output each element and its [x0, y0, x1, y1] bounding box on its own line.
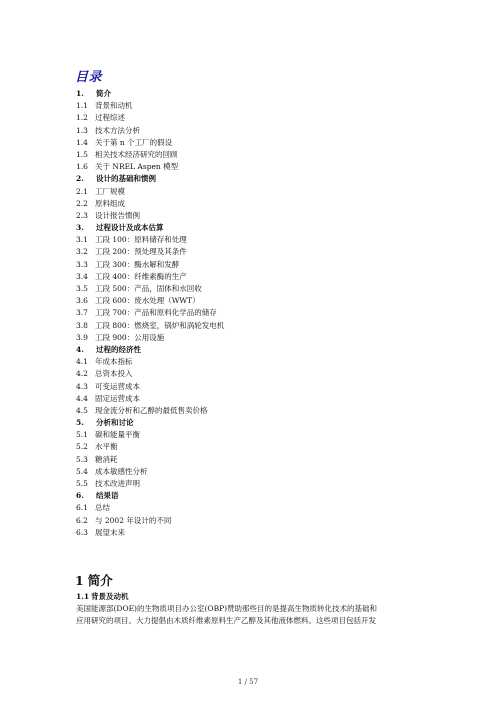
toc-entry-text: 工厂规模 — [95, 186, 125, 196]
toc-entry-number: 4.4 — [76, 393, 88, 403]
toc-entry-text: 工段 600：废水处理（WWT） — [95, 296, 200, 306]
toc-entry-number: 3. — [76, 223, 84, 233]
toc-entry-text: 结果语 — [96, 491, 119, 501]
toc-chapter-entry[interactable] — [76, 88, 436, 100]
toc-entry-number: 4.2 — [76, 369, 88, 379]
toc-subsection-entry[interactable] — [76, 502, 436, 514]
subsection-title: 背景及动机 — [91, 592, 129, 601]
toc-subsection-entry[interactable] — [76, 295, 436, 307]
toc-entry-number: 3.8 — [76, 320, 88, 330]
toc-subsection-entry[interactable] — [76, 149, 436, 161]
toc-entry-text: 工段 700：产品和原料化学品的储存 — [95, 308, 217, 318]
toc-entry-number: 4.3 — [76, 381, 88, 391]
toc-entry-text: 简介 — [96, 89, 111, 98]
toc-entry-text: 过程的经济性 — [96, 344, 141, 354]
toc-entry-number: 3.6 — [76, 296, 88, 306]
toc-entry-text: 年成本指标 — [95, 357, 133, 367]
toc-entry-number: 3.7 — [76, 308, 88, 318]
toc-subsection-entry[interactable] — [76, 332, 436, 344]
toc-entry-text: 总结 — [95, 503, 110, 513]
toc-entry-number: 6.2 — [76, 515, 88, 525]
toc-subsection-entry[interactable] — [76, 234, 436, 246]
toc-subsection-entry[interactable] — [76, 515, 436, 527]
toc-entry-number: 1.3 — [76, 125, 88, 135]
toc-entry-number: 1.1 — [76, 101, 88, 111]
toc-entry-number: 1.6 — [76, 162, 88, 172]
toc-entry-text: 工段 300：酶水解和发酵 — [95, 259, 180, 269]
toc-chapter-entry[interactable] — [76, 173, 436, 185]
toc-subsection-entry[interactable] — [76, 320, 436, 332]
toc-entry-number: 5.2 — [76, 442, 88, 452]
toc-chapter-entry[interactable] — [76, 490, 436, 502]
body-paragraph — [76, 603, 426, 627]
toc-entry-text: 过程设计及成本估算 — [96, 223, 164, 233]
toc-entry-number: 1.2 — [76, 113, 88, 123]
toc-entry-number: 3.5 — [76, 284, 88, 293]
toc-entry-text: 原料组成 — [95, 198, 125, 208]
toc-entry-number: 2.3 — [76, 210, 88, 220]
toc-entry-text: 工段 900：公用设施 — [95, 332, 165, 342]
toc-entry-number: 3.9 — [76, 332, 88, 342]
toc-subsection-entry[interactable] — [76, 454, 436, 466]
toc-entry-number: 2. — [76, 174, 84, 184]
toc-entry-number: 5.3 — [76, 454, 88, 464]
toc-entry-number: 3.3 — [76, 259, 88, 269]
toc-entry-number: 6. — [76, 491, 84, 501]
toc-entry-text: 现金流分析和乙醇的最低售卖价格 — [95, 405, 208, 415]
toc-entry-text: 设计报告惯例 — [95, 210, 140, 220]
page-number: 1 / 57 — [237, 678, 259, 686]
toc-subsection-entry[interactable] — [76, 478, 436, 490]
toc-entry-text: 相关技术经济研究的回顾 — [95, 149, 178, 159]
toc-subsection-entry[interactable] — [76, 307, 436, 319]
toc-subsection-entry[interactable] — [76, 137, 436, 149]
toc-subsection-entry[interactable] — [76, 161, 436, 173]
toc-entry-number: 2.1 — [76, 186, 88, 196]
toc-entry-number: 4.1 — [76, 357, 88, 367]
toc-entry-text: 成本敏感性分析 — [95, 466, 148, 476]
toc-subsection-entry[interactable] — [76, 466, 436, 478]
toc-title: 目录 — [75, 70, 103, 85]
toc-entry-number: 4. — [76, 344, 84, 354]
toc-entry-text: 工段 800：燃烧室，锅炉和涡轮发电机 — [95, 320, 225, 330]
toc-subsection-entry[interactable] — [76, 381, 436, 393]
toc-subsection-entry[interactable] — [76, 271, 436, 283]
toc-subsection-entry[interactable] — [76, 125, 436, 137]
toc-entry-text: 工段 400：纤维素酶的生产 — [95, 271, 187, 281]
section-title: 简介 — [87, 573, 113, 588]
toc-entry-number: 1.4 — [76, 137, 88, 147]
toc-entry-number: 3.4 — [76, 271, 88, 281]
toc-entry-text: 设计的基础和惯例 — [96, 174, 156, 184]
toc-entry-text: 展望未来 — [95, 527, 125, 537]
toc-entry-number: 5.1 — [76, 430, 88, 440]
toc-entry-number: 6.1 — [76, 503, 88, 513]
subsection-number: 1.1 — [76, 592, 90, 601]
toc-entry-text: 过程综述 — [95, 113, 125, 123]
toc-entry-number: 5.4 — [76, 466, 88, 476]
toc-entry-number: 1.5 — [76, 149, 88, 159]
toc-chapter-entry[interactable] — [76, 222, 436, 234]
toc-entry-text: 技术改进声明 — [95, 479, 140, 488]
toc-subsection-entry[interactable] — [76, 100, 436, 112]
toc-entry-text: 碳和能量平衡 — [95, 430, 140, 440]
section-heading — [75, 571, 113, 589]
toc-entry-text: 工段 500：产品，固体和水回收 — [95, 284, 202, 293]
toc-entry-text: 糖消耗 — [95, 454, 118, 464]
toc-entry-text: 工段 200：预处理及其条件 — [95, 247, 187, 257]
toc-entry-text: 水平衡 — [95, 442, 118, 452]
toc-subsection-entry[interactable] — [76, 527, 436, 539]
toc-subsection-entry[interactable] — [76, 246, 436, 258]
table-of-contents — [76, 88, 436, 539]
toc-entry-number: 5. — [76, 418, 84, 428]
toc-subsection-entry[interactable] — [76, 259, 436, 271]
toc-subsection-entry[interactable] — [76, 112, 436, 124]
toc-subsection-entry[interactable] — [76, 405, 436, 417]
toc-subsection-entry[interactable] — [76, 368, 436, 380]
paragraph-line: 美国能源部(DOE)的生物质项目办公室(OBP)赞助那些目的是提高生物质转化技术的基础和 — [76, 604, 378, 613]
toc-entry-text: 可变运营成本 — [95, 381, 140, 391]
toc-entry-text: 总资本投入 — [95, 369, 133, 379]
toc-chapter-entry[interactable] — [76, 344, 436, 356]
toc-entry-text: 背景和动机 — [95, 101, 133, 111]
toc-subsection-entry[interactable] — [76, 198, 436, 210]
section-number: 1 — [75, 573, 84, 588]
toc-subsection-entry[interactable] — [76, 283, 436, 295]
toc-entry-text: 工段 100：原料储存和处理 — [95, 235, 187, 245]
subsection-heading — [76, 591, 129, 602]
toc-entry-number: 1. — [76, 89, 84, 98]
toc-subsection-entry[interactable] — [76, 441, 436, 453]
toc-entry-text: 固定运营成本 — [95, 393, 140, 403]
toc-entry-number: 3.1 — [76, 235, 88, 245]
toc-chapter-entry[interactable] — [76, 417, 436, 429]
toc-entry-text: 关于第 n 个工厂的假设 — [95, 137, 173, 147]
toc-entry-number: 3.2 — [76, 247, 88, 257]
toc-subsection-entry[interactable] — [76, 186, 436, 198]
paragraph-line: 应用研究的项目。大力提倡由木质纤维素原料生产乙醇及其他液体燃料。这些项目包括开发 — [76, 616, 376, 625]
toc-entry-number: 2.2 — [76, 198, 88, 208]
toc-entry-text: 技术方法分析 — [95, 125, 140, 135]
toc-entry-number: 5.5 — [76, 479, 88, 488]
toc-subsection-entry[interactable] — [76, 393, 436, 405]
toc-subsection-entry[interactable] — [76, 429, 436, 441]
toc-subsection-entry[interactable] — [76, 210, 436, 222]
toc-entry-text: 分析和讨论 — [96, 418, 134, 428]
toc-entry-number: 4.5 — [76, 405, 88, 415]
toc-entry-number: 6.3 — [76, 527, 88, 537]
toc-subsection-entry[interactable] — [76, 356, 436, 368]
toc-entry-text: 与 2002 年设计的不同 — [95, 515, 172, 525]
toc-entry-text: 关于 NREL Aspen 模型 — [95, 162, 179, 172]
